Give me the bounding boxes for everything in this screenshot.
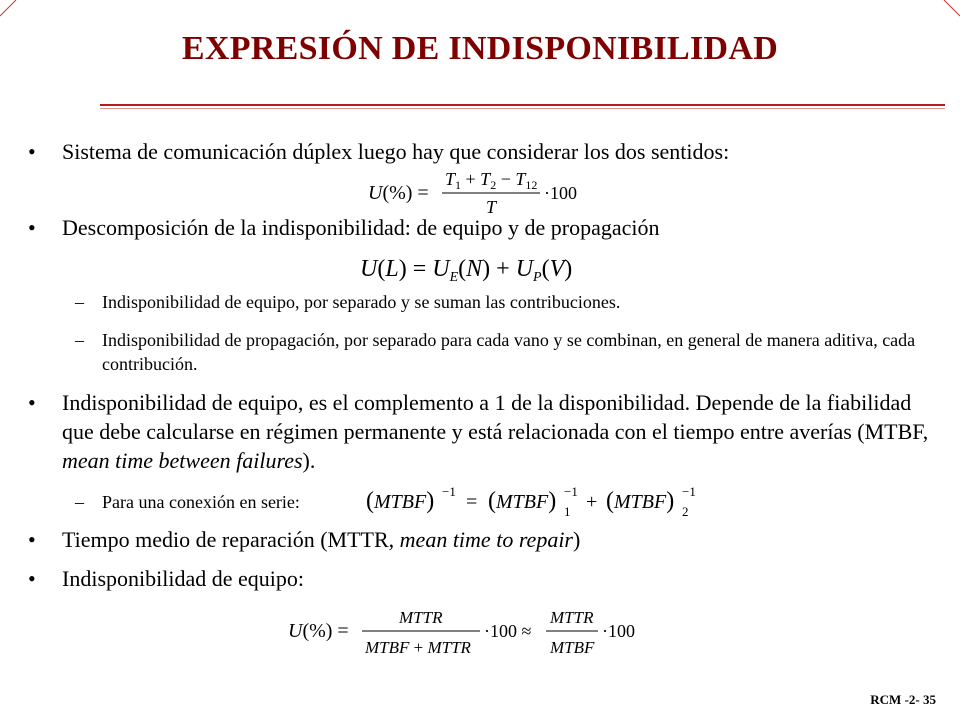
subitem-text: Indisponibilidad de equipo, por separado y se suman las contribuciones.: [102, 292, 621, 312]
subitem-text: Para una conexión en serie:: [102, 492, 300, 512]
svg-text:·100: ·100: [602, 621, 635, 641]
formula-unavailability-sum: [360, 250, 600, 284]
formula-equipment-unavailability: [288, 605, 668, 661]
bullet-text-block: [62, 526, 948, 554]
formula-equipment-unavailability-svg: [288, 605, 668, 661]
subitem-text: Indisponibilidad de propagación, por separado para cada vano y se combinan, en general de manera aditiva, cada contribución.: [102, 330, 916, 374]
bullet-marker: •: [28, 390, 36, 415]
svg-text:−1: −1: [442, 484, 456, 499]
svg-text:MTTR: MTTR: [399, 608, 443, 627]
svg-text:(MTBF): (MTBF): [366, 488, 435, 514]
bullet-text: Indisponibilidad de equipo, es el complemento a 1 de la disponibilidad. Depende de la fiabilidad que debe calcularse en régimen permanente y está relacionada con el tiempo entre averías (MTBF,: [62, 390, 929, 444]
slide-number: RCM -2- 35: [870, 692, 936, 707]
svg-text:·100: ·100: [544, 183, 577, 203]
svg-text:U(%) =: U(%) =: [368, 182, 429, 204]
svg-text:−1: −1: [564, 484, 578, 499]
svg-text:(MTBF): (MTBF): [488, 488, 557, 514]
svg-text:(MTBF): (MTBF): [606, 488, 675, 514]
svg-text:MTTR: MTTR: [550, 608, 594, 627]
formula-unavailability-sum-svg: [360, 250, 600, 284]
bullet-text-italic: mean time between failures: [62, 448, 303, 473]
svg-text:U(%) =: U(%) =: [288, 620, 349, 642]
bullet-text: Sistema de comunicación dúplex luego hay que considerar los dos sentidos:: [62, 139, 730, 164]
formula-duplex-unavailability-svg: [368, 168, 588, 220]
formula-mtbf-series-svg: [366, 480, 706, 520]
svg-text:MTBF + MTTR: MTBF + MTTR: [365, 638, 471, 657]
svg-text:T: T: [486, 197, 497, 217]
svg-text:U(L) = UE(N) + UP(V): $U(L) = U_E(N) + U_P(V)$: [360, 256, 573, 285]
corner-mark-top-right: [942, 0, 960, 18]
bullet-text: Descomposición de la indisponibilidad: de equipo y de propagación: [62, 215, 660, 240]
bullet-marker: •: [28, 527, 36, 552]
bullet-text-after: ): [573, 527, 581, 552]
title-divider: [100, 104, 945, 106]
bullet-text-block: [62, 388, 948, 475]
svg-text:+: +: [586, 491, 598, 513]
bullet-marker: •: [28, 139, 36, 164]
svg-text:·100 ≈: ·100 ≈: [484, 621, 532, 641]
bullet-text: Tiempo medio de reparación (MTTR,: [62, 527, 400, 552]
svg-text:=: =: [466, 491, 478, 513]
subitem-marker: –: [75, 292, 84, 312]
page-title: EXPRESIÓN DE INDISPONIBILIDAD: [181, 30, 779, 67]
bullet-marker: •: [28, 215, 36, 240]
bullet-text-italic: mean time to repair: [399, 527, 573, 552]
subitem-marker: –: [75, 492, 84, 512]
svg-text:MTBF: MTBF: [550, 638, 595, 657]
formula-duplex-unavailability: [368, 168, 588, 220]
bullet-marker: •: [28, 566, 36, 591]
corner-mark-top-left: [0, 0, 18, 18]
title-divider-secondary: [100, 108, 945, 109]
formula-mtbf-series: [366, 480, 706, 520]
bullet-text: Indisponibilidad de equipo:: [62, 566, 304, 591]
svg-text:1: 1: [564, 504, 571, 519]
bullet-text-after: ).: [302, 448, 316, 473]
subitem-marker: –: [75, 330, 84, 350]
svg-text:2: 2: [682, 504, 689, 519]
svg-text:T1 + T2 − T12: $T_1 + T_2 - T_{12}$: [445, 169, 538, 192]
svg-text:−1: −1: [682, 484, 696, 499]
